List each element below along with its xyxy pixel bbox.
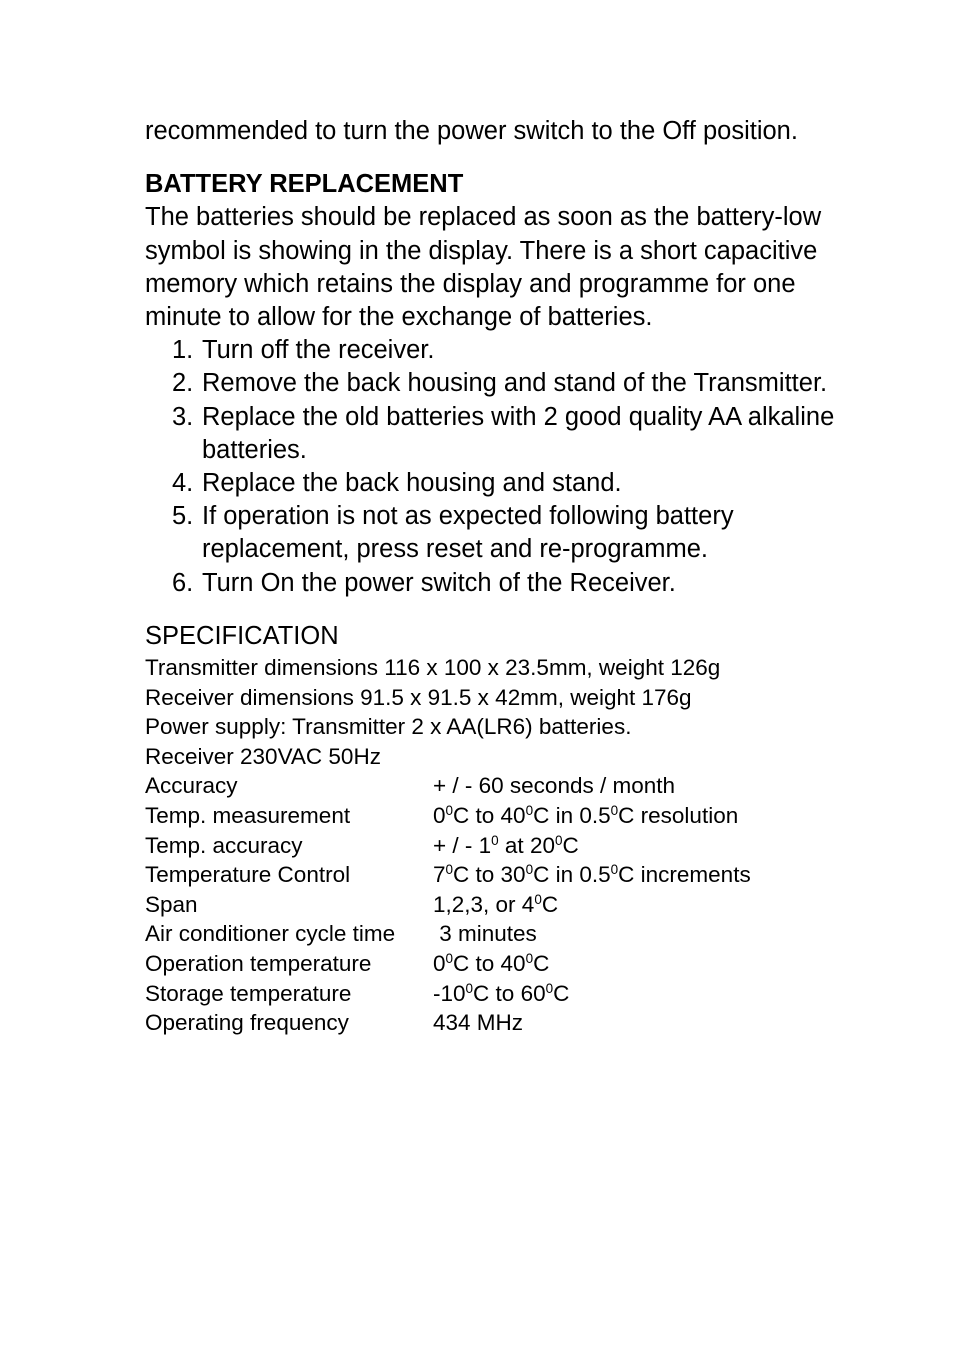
step-number: 3. xyxy=(172,402,194,431)
spec-line-receiver-power: Receiver 230VAC 50Hz xyxy=(145,743,381,769)
spec-row-span xyxy=(145,890,835,920)
spec-value: $0^0C$ to $40^0C$ xyxy=(433,950,550,976)
page-content xyxy=(145,115,835,1038)
list-item xyxy=(145,567,835,600)
step-text: Turn off the receiver. xyxy=(202,336,435,365)
spec-heading: SPECIFICATION xyxy=(145,621,339,650)
spec-line-receiver: Receiver dimensions 91.5 x 91.5 x 42mm, weight 176g xyxy=(145,684,692,710)
spec-row-operating-frequency xyxy=(145,1008,835,1038)
list-item xyxy=(145,367,835,400)
spec-line-transmitter: Transmitter dimensions 116 x 100 x 23.5mm, weight 126g xyxy=(145,655,721,681)
spec-label: Accuracy xyxy=(145,773,238,799)
spec-row-temp-measurement xyxy=(145,801,835,831)
spec-label: Air conditioner cycle time xyxy=(145,921,396,947)
spec-value: + / - 60 seconds / month xyxy=(433,773,676,799)
spec-label: Storage temperature xyxy=(145,980,352,1006)
battery-steps xyxy=(145,334,835,600)
spec-line-power: Power supply: Transmitter 2 x AA(LR6) batteries. xyxy=(145,714,632,740)
spec-label: Operating frequency xyxy=(145,1010,349,1036)
spec-value: $0^0C$ to $40^0C$ in $0.5^0C$ resolution xyxy=(433,802,739,829)
spec-row-storage-temperature xyxy=(145,979,835,1009)
spec-section xyxy=(145,653,835,1038)
intro-paragraph: recommended to turn the power switch to the Off position. xyxy=(145,117,798,145)
spec-value: + / - $1^0$ at $20^0C$ xyxy=(433,832,579,858)
step-number: 1. xyxy=(172,336,194,365)
spec-label: Temp. accuracy xyxy=(145,832,303,858)
spec-row-operation-temperature xyxy=(145,949,835,979)
list-item xyxy=(145,334,835,367)
spec-value: 3 minutes xyxy=(433,921,537,947)
battery-paragraph: The batteries should be replaced as soon as the battery-low symbol is showing in the display. There is a short capacitive memory which retains the display and programme for one minute to allow for the exchange of batteries. xyxy=(145,203,822,332)
spec-value: 434 MHz xyxy=(433,1010,524,1036)
spec-label: Temp. measurement xyxy=(145,803,351,829)
spec-row-accuracy xyxy=(145,771,835,801)
spec-row-cycle-time xyxy=(145,919,835,949)
spec-value: 1,2,3, or $4^0C$ xyxy=(433,891,559,917)
step-number: 5. xyxy=(172,502,194,531)
step-text: If operation is not as expected following battery replacement, press reset and re-programme. xyxy=(202,502,734,564)
spec-label: Temperature Control xyxy=(145,862,351,888)
step-number: 6. xyxy=(172,568,194,597)
step-text: Replace the old batteries with 2 good quality AA alkaline batteries. xyxy=(202,402,835,464)
spec-value: $7^0C$ to $30^0C$ in $0.5^0C$ increments xyxy=(433,862,751,888)
spec-label: Operation temperature xyxy=(145,950,372,976)
spec-value: $-10^0C$ to $60^0C$ xyxy=(433,980,570,1006)
step-number: 4. xyxy=(172,469,194,498)
list-item xyxy=(145,401,835,467)
battery-heading: BATTERY REPLACEMENT xyxy=(145,170,464,199)
spec-row-temp-accuracy xyxy=(145,831,835,861)
spec-row-temperature-control xyxy=(145,860,835,890)
list-item xyxy=(145,467,835,500)
spec-label: Span xyxy=(145,891,198,917)
step-text: Turn On the power switch of the Receiver. xyxy=(202,568,676,597)
list-item xyxy=(145,500,835,566)
step-text: Remove the back housing and stand of the Transmitter. xyxy=(202,369,828,398)
step-text: Replace the back housing and stand. xyxy=(202,469,622,498)
step-number: 2. xyxy=(172,369,194,398)
